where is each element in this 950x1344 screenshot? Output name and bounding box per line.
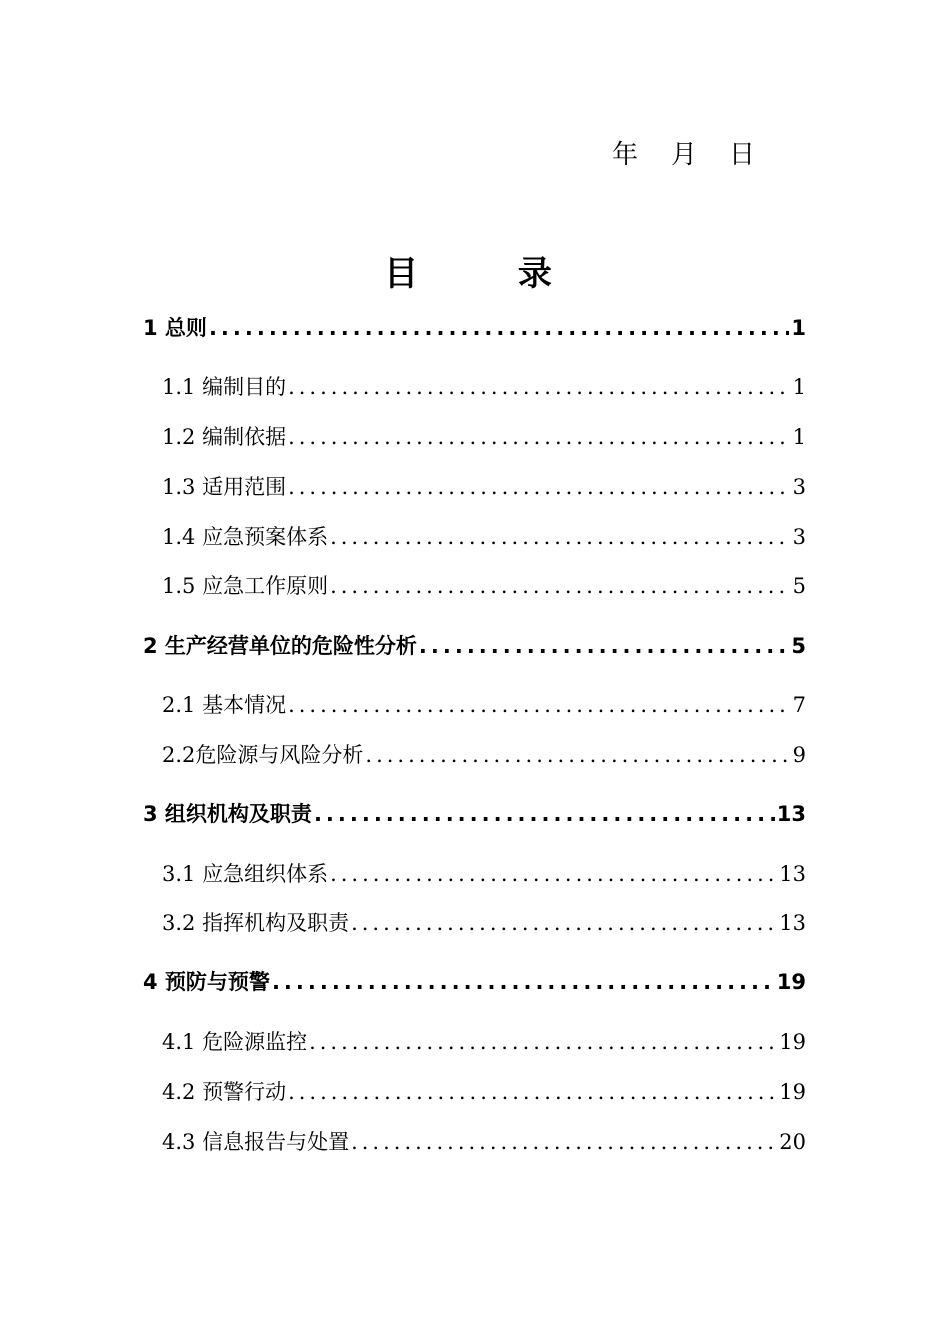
toc-entry[interactable] (162, 1126, 806, 1158)
toc-leader (314, 802, 775, 826)
toc-entry-page: 13 (779, 862, 806, 886)
toc-entry-page: 5 (792, 574, 806, 598)
toc-entry-label: 2 生产经营单位的危险性分析 (143, 634, 417, 658)
toc-leader (351, 911, 777, 935)
toc-entry[interactable] (162, 521, 806, 553)
toc-entry-label: 3.2 指挥机构及职责 (162, 911, 350, 935)
toc-entry-label: 1.2 编制依据 (162, 425, 287, 449)
toc-title: 目 录 (384, 254, 596, 294)
toc-entry-label: 1 总则 (143, 316, 207, 340)
date-month: 月 (671, 140, 698, 170)
toc-leader (365, 743, 790, 767)
toc-leader (330, 525, 791, 549)
toc-entry-label: 3.1 应急组织体系 (162, 862, 329, 886)
toc-entry-label: 4.2 预警行动 (162, 1080, 287, 1104)
toc-entry[interactable] (143, 798, 806, 830)
toc-entry-page: 3 (792, 525, 806, 549)
toc-entry-page: 1 (792, 425, 806, 449)
toc-entry-page: 20 (779, 1130, 806, 1154)
toc-entry[interactable] (162, 858, 806, 890)
toc-entry[interactable] (162, 1076, 806, 1108)
toc-entry-page: 7 (792, 693, 806, 717)
toc-entry-label: 1.5 应急工作原则 (162, 574, 329, 598)
toc-entry[interactable] (162, 371, 806, 403)
toc-entry-label: 4.3 信息报告与处置 (162, 1130, 350, 1154)
date-year: 年 (612, 140, 639, 170)
toc-leader (288, 1080, 777, 1104)
toc-entry-label: 2.1 基本情况 (162, 693, 287, 717)
toc-entry-page: 5 (791, 634, 806, 658)
toc-entry[interactable] (162, 1026, 806, 1058)
toc-entry-page: 13 (776, 802, 806, 826)
toc-leader (288, 425, 791, 449)
toc-entry-label: 2.2危险源与风险分析 (162, 743, 364, 767)
toc-entry-label: 1.3 适用范围 (162, 475, 287, 499)
toc-entry-page: 1 (792, 375, 806, 399)
toc-entry-label: 1.1 编制目的 (162, 375, 287, 399)
toc-entry-page: 19 (779, 1080, 806, 1104)
toc-entry-page: 13 (779, 911, 806, 935)
toc-leader (330, 862, 777, 886)
toc-entry[interactable] (162, 570, 806, 602)
toc-entry[interactable] (162, 471, 806, 503)
toc-entry-label: 3 组织机构及职责 (143, 802, 312, 826)
toc-leader (288, 475, 791, 499)
toc-entry[interactable] (162, 689, 806, 721)
toc-entry-page: 9 (792, 743, 806, 767)
toc-leader (330, 574, 791, 598)
toc-leader (288, 375, 791, 399)
toc-entry-label: 1.4 应急预案体系 (162, 525, 329, 549)
toc-entry[interactable] (143, 966, 806, 998)
toc-entry[interactable] (162, 739, 806, 771)
toc-entry-page: 19 (776, 970, 806, 994)
toc-leader (309, 1030, 777, 1054)
toc-entry-page: 3 (792, 475, 806, 499)
toc-entry-label: 4.1 危险源监控 (162, 1030, 308, 1054)
toc-entry-page: 19 (779, 1030, 806, 1054)
toc-entry-page: 1 (791, 316, 806, 340)
toc-entry[interactable] (162, 907, 806, 939)
toc-entry-label: 4 预防与预警 (143, 970, 270, 994)
toc-entry[interactable] (143, 312, 806, 344)
toc-entry[interactable] (143, 630, 806, 662)
toc-entry[interactable] (162, 421, 806, 453)
date-day: 日 (729, 140, 756, 170)
toc-leader (209, 316, 789, 340)
toc-leader (272, 970, 775, 994)
toc-leader (288, 693, 791, 717)
toc-leader (351, 1130, 777, 1154)
toc-leader (419, 634, 789, 658)
